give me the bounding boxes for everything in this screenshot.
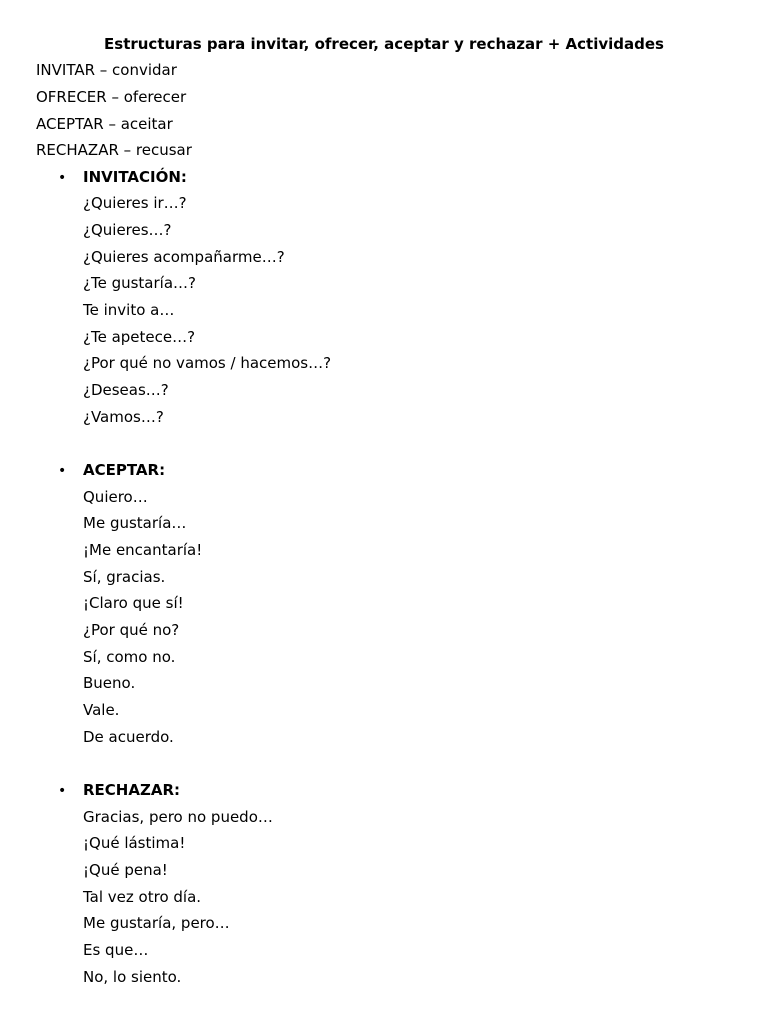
section-heading [58, 460, 165, 481]
section-heading-label: ACEPTAR: [83, 461, 166, 479]
definition-aceptar: ACEPTAR – aceitar [36, 115, 173, 133]
phrase-item: Me gustaría, pero… [83, 914, 230, 932]
phrase-item: ¿Quieres acompañarme…? [83, 248, 285, 266]
phrase-item: Sí, gracias. [83, 568, 166, 586]
section-heading [58, 780, 180, 801]
phrase-item: ¿Deseas…? [83, 381, 169, 399]
phrase-item: Es que… [83, 941, 149, 959]
phrase-item: ¡Qué lástima! [83, 834, 186, 852]
bullet-icon: • [58, 783, 67, 799]
phrase-item: Tal vez otro día. [83, 888, 202, 906]
phrase-item: ¿Vamos…? [83, 408, 164, 426]
phrase-item: Gracias, pero no puedo… [83, 808, 273, 826]
bullet-icon: • [58, 463, 67, 479]
phrase-item: No, lo siento. [83, 968, 182, 986]
definition-ofrecer: OFRECER – oferecer [36, 88, 187, 106]
document-title: Estructuras para invitar, ofrecer, aceptar y rechazar + Actividades [104, 35, 664, 53]
phrase-item: Vale. [83, 701, 120, 719]
phrase-item: ¡Claro que sí! [83, 594, 184, 612]
phrase-item: ¿Te gustaría…? [83, 274, 196, 292]
phrase-item: De acuerdo. [83, 728, 174, 746]
phrase-item: Sí, como no. [83, 648, 176, 666]
definition-invitar: INVITAR – convidar [36, 61, 177, 79]
phrase-item: ¿Quieres ir…? [83, 194, 187, 212]
phrase-item: Bueno. [83, 674, 136, 692]
phrase-item: Quiero… [83, 488, 148, 506]
phrase-item: ¿Te apetece…? [83, 328, 196, 346]
phrase-item: ¿Quieres…? [83, 221, 172, 239]
phrase-item: ¿Por qué no vamos / hacemos…? [83, 354, 332, 372]
section-heading-label: INVITACIÓN: [83, 168, 187, 186]
phrase-item: Te invito a… [83, 301, 175, 319]
phrase-item: Me gustaría… [83, 514, 187, 532]
phrase-item: ¿Por qué no? [83, 621, 180, 639]
definition-rechazar: RECHAZAR – recusar [36, 141, 192, 159]
section-heading [58, 167, 187, 188]
section-heading-label: RECHAZAR: [83, 781, 181, 799]
phrase-item: ¡Me encantaría! [83, 541, 203, 559]
phrase-item: ¡Qué pena! [83, 861, 168, 879]
bullet-icon: • [58, 170, 67, 186]
